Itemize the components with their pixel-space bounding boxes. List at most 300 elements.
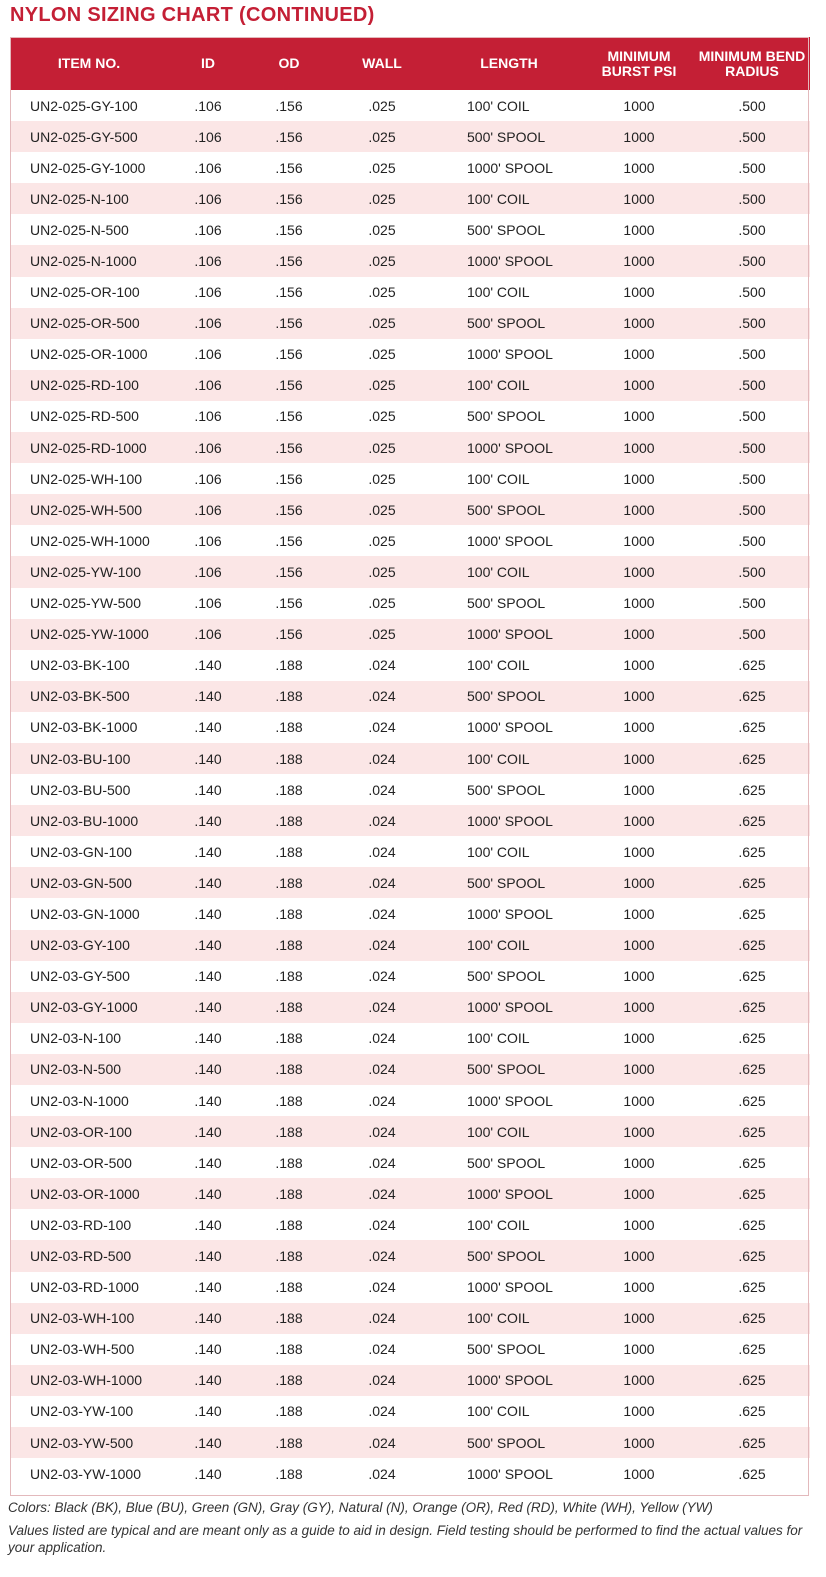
id-cell: .106 bbox=[168, 90, 248, 121]
length-cell: 1000' SPOOL bbox=[434, 619, 584, 650]
wall-cell: .025 bbox=[330, 370, 434, 401]
item-no-cell: UN2-03-GN-100 bbox=[10, 836, 168, 867]
bend-radius-cell: .625 bbox=[694, 867, 810, 898]
id-cell: .106 bbox=[168, 370, 248, 401]
table-row bbox=[10, 370, 810, 401]
burst-psi-cell: 1000 bbox=[584, 1427, 694, 1458]
wall-cell: .025 bbox=[330, 619, 434, 650]
burst-psi-cell: 1000 bbox=[584, 588, 694, 619]
wall-cell: .024 bbox=[330, 774, 434, 805]
od-cell: .188 bbox=[248, 836, 330, 867]
od-cell: .156 bbox=[248, 463, 330, 494]
id-cell: .140 bbox=[168, 681, 248, 712]
header-min-bend-radius: MINIMUM BEND RADIUS bbox=[694, 37, 810, 90]
od-cell: .188 bbox=[248, 774, 330, 805]
bend-radius-cell: .625 bbox=[694, 1458, 810, 1489]
id-cell: .106 bbox=[168, 588, 248, 619]
bend-radius-cell: .625 bbox=[694, 1116, 810, 1147]
od-cell: .188 bbox=[248, 805, 330, 836]
wall-cell: .024 bbox=[330, 1178, 434, 1209]
id-cell: .140 bbox=[168, 867, 248, 898]
wall-cell: .025 bbox=[330, 401, 434, 432]
wall-cell: .024 bbox=[330, 1054, 434, 1085]
id-cell: .140 bbox=[168, 1334, 248, 1365]
od-cell: .156 bbox=[248, 494, 330, 525]
bend-radius-cell: .500 bbox=[694, 588, 810, 619]
burst-psi-cell: 1000 bbox=[584, 1116, 694, 1147]
table-row bbox=[10, 1396, 810, 1427]
table-row bbox=[10, 1023, 810, 1054]
length-cell: 100' COIL bbox=[434, 1023, 584, 1054]
table-body bbox=[10, 90, 810, 1489]
item-no-cell: UN2-03-N-500 bbox=[10, 1054, 168, 1085]
od-cell: .188 bbox=[248, 712, 330, 743]
table-header-row bbox=[10, 37, 810, 90]
id-cell: .140 bbox=[168, 1365, 248, 1396]
item-no-cell: UN2-03-BU-1000 bbox=[10, 805, 168, 836]
id-cell: .140 bbox=[168, 992, 248, 1023]
od-cell: .188 bbox=[248, 930, 330, 961]
item-no-cell: UN2-025-RD-100 bbox=[10, 370, 168, 401]
burst-psi-cell: 1000 bbox=[584, 1054, 694, 1085]
id-cell: .140 bbox=[168, 836, 248, 867]
wall-cell: .025 bbox=[330, 494, 434, 525]
length-cell: 1000' SPOOL bbox=[434, 992, 584, 1023]
burst-psi-cell: 1000 bbox=[584, 525, 694, 556]
table-row bbox=[10, 992, 810, 1023]
bend-radius-cell: .625 bbox=[694, 1178, 810, 1209]
table-row bbox=[10, 214, 810, 245]
length-cell: 1000' SPOOL bbox=[434, 1458, 584, 1489]
item-no-cell: UN2-03-RD-500 bbox=[10, 1240, 168, 1271]
length-cell: 500' SPOOL bbox=[434, 1147, 584, 1178]
id-cell: .106 bbox=[168, 463, 248, 494]
table-row bbox=[10, 619, 810, 650]
wall-cell: .024 bbox=[330, 1458, 434, 1489]
od-cell: .156 bbox=[248, 525, 330, 556]
table-row bbox=[10, 432, 810, 463]
table-row bbox=[10, 712, 810, 743]
wall-cell: .024 bbox=[330, 898, 434, 929]
od-cell: .188 bbox=[248, 1427, 330, 1458]
bend-radius-cell: .500 bbox=[694, 463, 810, 494]
od-cell: .188 bbox=[248, 650, 330, 681]
wall-cell: .024 bbox=[330, 867, 434, 898]
id-cell: .106 bbox=[168, 308, 248, 339]
length-cell: 100' COIL bbox=[434, 1209, 584, 1240]
od-cell: .156 bbox=[248, 90, 330, 121]
table-row bbox=[10, 121, 810, 152]
burst-psi-cell: 1000 bbox=[584, 619, 694, 650]
bend-radius-cell: .625 bbox=[694, 1147, 810, 1178]
id-cell: .106 bbox=[168, 619, 248, 650]
id-cell: .140 bbox=[168, 1240, 248, 1271]
table-row bbox=[10, 401, 810, 432]
bend-radius-cell: .625 bbox=[694, 1085, 810, 1116]
burst-psi-cell: 1000 bbox=[584, 961, 694, 992]
item-no-cell: UN2-03-YW-100 bbox=[10, 1396, 168, 1427]
burst-psi-cell: 1000 bbox=[584, 867, 694, 898]
table-row bbox=[10, 494, 810, 525]
wall-cell: .025 bbox=[330, 245, 434, 276]
od-cell: .188 bbox=[248, 743, 330, 774]
burst-psi-cell: 1000 bbox=[584, 370, 694, 401]
length-cell: 100' COIL bbox=[434, 1116, 584, 1147]
id-cell: .106 bbox=[168, 183, 248, 214]
length-cell: 500' SPOOL bbox=[434, 1240, 584, 1271]
wall-cell: .024 bbox=[330, 992, 434, 1023]
wall-cell: .025 bbox=[330, 90, 434, 121]
id-cell: .140 bbox=[168, 1427, 248, 1458]
bend-radius-cell: .625 bbox=[694, 1303, 810, 1334]
length-cell: 500' SPOOL bbox=[434, 121, 584, 152]
length-cell: 100' COIL bbox=[434, 556, 584, 587]
item-no-cell: UN2-025-WH-100 bbox=[10, 463, 168, 494]
id-cell: .140 bbox=[168, 1085, 248, 1116]
id-cell: .106 bbox=[168, 556, 248, 587]
od-cell: .188 bbox=[248, 1365, 330, 1396]
item-no-cell: UN2-03-WH-500 bbox=[10, 1334, 168, 1365]
length-cell: 500' SPOOL bbox=[434, 214, 584, 245]
header-id: ID bbox=[168, 37, 248, 90]
length-cell: 1000' SPOOL bbox=[434, 525, 584, 556]
burst-psi-cell: 1000 bbox=[584, 1178, 694, 1209]
burst-psi-cell: 1000 bbox=[584, 774, 694, 805]
item-no-cell: UN2-03-RD-1000 bbox=[10, 1272, 168, 1303]
bend-radius-cell: .625 bbox=[694, 1023, 810, 1054]
table-row bbox=[10, 525, 810, 556]
id-cell: .140 bbox=[168, 774, 248, 805]
od-cell: .156 bbox=[248, 277, 330, 308]
wall-cell: .025 bbox=[330, 432, 434, 463]
item-no-cell: UN2-025-WH-1000 bbox=[10, 525, 168, 556]
bend-radius-cell: .500 bbox=[694, 525, 810, 556]
table-row bbox=[10, 681, 810, 712]
length-cell: 1000' SPOOL bbox=[434, 1085, 584, 1116]
burst-psi-cell: 1000 bbox=[584, 1209, 694, 1240]
table-row bbox=[10, 1178, 810, 1209]
wall-cell: .024 bbox=[330, 681, 434, 712]
id-cell: .106 bbox=[168, 432, 248, 463]
item-no-cell: UN2-03-BU-500 bbox=[10, 774, 168, 805]
table-row bbox=[10, 556, 810, 587]
wall-cell: .024 bbox=[330, 836, 434, 867]
od-cell: .188 bbox=[248, 1178, 330, 1209]
od-cell: .156 bbox=[248, 214, 330, 245]
od-cell: .156 bbox=[248, 152, 330, 183]
item-no-cell: UN2-03-GN-500 bbox=[10, 867, 168, 898]
wall-cell: .024 bbox=[330, 1023, 434, 1054]
bend-radius-cell: .625 bbox=[694, 1365, 810, 1396]
burst-psi-cell: 1000 bbox=[584, 743, 694, 774]
burst-psi-cell: 1000 bbox=[584, 401, 694, 432]
id-cell: .106 bbox=[168, 277, 248, 308]
burst-psi-cell: 1000 bbox=[584, 245, 694, 276]
item-no-cell: UN2-025-YW-1000 bbox=[10, 619, 168, 650]
bend-radius-cell: .625 bbox=[694, 1334, 810, 1365]
table-row bbox=[10, 1334, 810, 1365]
table-row bbox=[10, 1209, 810, 1240]
bend-radius-cell: .625 bbox=[694, 774, 810, 805]
burst-psi-cell: 1000 bbox=[584, 930, 694, 961]
table-row bbox=[10, 588, 810, 619]
length-cell: 500' SPOOL bbox=[434, 1334, 584, 1365]
footnotes bbox=[8, 1499, 808, 1556]
length-cell: 500' SPOOL bbox=[434, 961, 584, 992]
id-cell: .140 bbox=[168, 650, 248, 681]
burst-psi-cell: 1000 bbox=[584, 277, 694, 308]
burst-psi-cell: 1000 bbox=[584, 1458, 694, 1489]
table-row bbox=[10, 277, 810, 308]
burst-psi-cell: 1000 bbox=[584, 90, 694, 121]
length-cell: 1000' SPOOL bbox=[434, 432, 584, 463]
od-cell: .188 bbox=[248, 992, 330, 1023]
burst-psi-cell: 1000 bbox=[584, 805, 694, 836]
length-cell: 1000' SPOOL bbox=[434, 152, 584, 183]
od-cell: .156 bbox=[248, 183, 330, 214]
wall-cell: .025 bbox=[330, 152, 434, 183]
burst-psi-cell: 1000 bbox=[584, 1303, 694, 1334]
item-no-cell: UN2-03-BK-500 bbox=[10, 681, 168, 712]
wall-cell: .024 bbox=[330, 1272, 434, 1303]
burst-psi-cell: 1000 bbox=[584, 1334, 694, 1365]
od-cell: .156 bbox=[248, 556, 330, 587]
item-no-cell: UN2-025-N-500 bbox=[10, 214, 168, 245]
item-no-cell: UN2-03-N-100 bbox=[10, 1023, 168, 1054]
item-no-cell: UN2-025-OR-1000 bbox=[10, 339, 168, 370]
bend-radius-cell: .625 bbox=[694, 961, 810, 992]
id-cell: .140 bbox=[168, 1116, 248, 1147]
bend-radius-cell: .625 bbox=[694, 1427, 810, 1458]
id-cell: .140 bbox=[168, 898, 248, 929]
bend-radius-cell: .625 bbox=[694, 743, 810, 774]
wall-cell: .025 bbox=[330, 339, 434, 370]
od-cell: .188 bbox=[248, 1209, 330, 1240]
id-cell: .140 bbox=[168, 1303, 248, 1334]
burst-psi-cell: 1000 bbox=[584, 121, 694, 152]
page-title: NYLON SIZING CHART (CONTINUED) bbox=[10, 4, 375, 26]
wall-cell: .025 bbox=[330, 525, 434, 556]
burst-psi-cell: 1000 bbox=[584, 681, 694, 712]
od-cell: .156 bbox=[248, 121, 330, 152]
item-no-cell: UN2-03-OR-500 bbox=[10, 1147, 168, 1178]
item-no-cell: UN2-03-YW-500 bbox=[10, 1427, 168, 1458]
item-no-cell: UN2-03-RD-100 bbox=[10, 1209, 168, 1240]
item-no-cell: UN2-03-GN-1000 bbox=[10, 898, 168, 929]
burst-psi-cell: 1000 bbox=[584, 183, 694, 214]
item-no-cell: UN2-03-WH-100 bbox=[10, 1303, 168, 1334]
table-row bbox=[10, 743, 810, 774]
header-min-burst-psi: MINIMUM BURST PSI bbox=[584, 37, 694, 90]
length-cell: 100' COIL bbox=[434, 463, 584, 494]
burst-psi-cell: 1000 bbox=[584, 1365, 694, 1396]
wall-cell: .024 bbox=[330, 1085, 434, 1116]
length-cell: 500' SPOOL bbox=[434, 1427, 584, 1458]
od-cell: .188 bbox=[248, 1240, 330, 1271]
wall-cell: .024 bbox=[330, 1240, 434, 1271]
burst-psi-cell: 1000 bbox=[584, 992, 694, 1023]
wall-cell: .024 bbox=[330, 961, 434, 992]
item-no-cell: UN2-03-YW-1000 bbox=[10, 1458, 168, 1489]
bend-radius-cell: .500 bbox=[694, 494, 810, 525]
item-no-cell: UN2-025-OR-100 bbox=[10, 277, 168, 308]
burst-psi-cell: 1000 bbox=[584, 463, 694, 494]
bend-radius-cell: .625 bbox=[694, 930, 810, 961]
length-cell: 500' SPOOL bbox=[434, 774, 584, 805]
od-cell: .156 bbox=[248, 370, 330, 401]
bend-radius-cell: .500 bbox=[694, 277, 810, 308]
wall-cell: .025 bbox=[330, 588, 434, 619]
length-cell: 1000' SPOOL bbox=[434, 1178, 584, 1209]
table-row bbox=[10, 1272, 810, 1303]
burst-psi-cell: 1000 bbox=[584, 1272, 694, 1303]
id-cell: .140 bbox=[168, 930, 248, 961]
table-row bbox=[10, 930, 810, 961]
id-cell: .106 bbox=[168, 152, 248, 183]
length-cell: 100' COIL bbox=[434, 370, 584, 401]
item-no-cell: UN2-03-OR-100 bbox=[10, 1116, 168, 1147]
table-row bbox=[10, 90, 810, 121]
burst-psi-cell: 1000 bbox=[584, 836, 694, 867]
burst-psi-cell: 1000 bbox=[584, 1240, 694, 1271]
wall-cell: .024 bbox=[330, 712, 434, 743]
bend-radius-cell: .625 bbox=[694, 992, 810, 1023]
length-cell: 100' COIL bbox=[434, 743, 584, 774]
wall-cell: .025 bbox=[330, 463, 434, 494]
wall-cell: .025 bbox=[330, 183, 434, 214]
header-wall: WALL bbox=[330, 37, 434, 90]
item-no-cell: UN2-03-GY-100 bbox=[10, 930, 168, 961]
length-cell: 100' COIL bbox=[434, 650, 584, 681]
item-no-cell: UN2-03-WH-1000 bbox=[10, 1365, 168, 1396]
bend-radius-cell: .500 bbox=[694, 152, 810, 183]
length-cell: 1000' SPOOL bbox=[434, 339, 584, 370]
od-cell: .156 bbox=[248, 308, 330, 339]
bend-radius-cell: .500 bbox=[694, 556, 810, 587]
id-cell: .140 bbox=[168, 1209, 248, 1240]
burst-psi-cell: 1000 bbox=[584, 1147, 694, 1178]
length-cell: 500' SPOOL bbox=[434, 681, 584, 712]
bend-radius-cell: .625 bbox=[694, 1396, 810, 1427]
od-cell: .156 bbox=[248, 339, 330, 370]
disclaimer-note: Values listed are typical and are meant only as a guide to aid in design. Field testing should be performed to find the actual values for your application. bbox=[8, 1523, 803, 1555]
od-cell: .188 bbox=[248, 1085, 330, 1116]
od-cell: .188 bbox=[248, 1054, 330, 1085]
burst-psi-cell: 1000 bbox=[584, 494, 694, 525]
length-cell: 500' SPOOL bbox=[434, 1054, 584, 1085]
length-cell: 500' SPOOL bbox=[434, 401, 584, 432]
od-cell: .188 bbox=[248, 1116, 330, 1147]
item-no-cell: UN2-025-OR-500 bbox=[10, 308, 168, 339]
length-cell: 1000' SPOOL bbox=[434, 805, 584, 836]
burst-psi-cell: 1000 bbox=[584, 1085, 694, 1116]
burst-psi-cell: 1000 bbox=[584, 898, 694, 929]
bend-radius-cell: .500 bbox=[694, 183, 810, 214]
od-cell: .156 bbox=[248, 619, 330, 650]
bend-radius-cell: .500 bbox=[694, 339, 810, 370]
table-row bbox=[10, 1303, 810, 1334]
table-row bbox=[10, 1427, 810, 1458]
length-cell: 1000' SPOOL bbox=[434, 245, 584, 276]
length-cell: 1000' SPOOL bbox=[434, 712, 584, 743]
bend-radius-cell: .625 bbox=[694, 805, 810, 836]
bend-radius-cell: .625 bbox=[694, 712, 810, 743]
burst-psi-cell: 1000 bbox=[584, 1396, 694, 1427]
od-cell: .188 bbox=[248, 1272, 330, 1303]
item-no-cell: UN2-025-RD-500 bbox=[10, 401, 168, 432]
od-cell: .156 bbox=[248, 245, 330, 276]
table-row bbox=[10, 245, 810, 276]
bend-radius-cell: .500 bbox=[694, 432, 810, 463]
burst-psi-cell: 1000 bbox=[584, 214, 694, 245]
od-cell: .188 bbox=[248, 1303, 330, 1334]
header-length: LENGTH bbox=[434, 37, 584, 90]
od-cell: .188 bbox=[248, 681, 330, 712]
id-cell: .106 bbox=[168, 339, 248, 370]
item-no-cell: UN2-03-BK-1000 bbox=[10, 712, 168, 743]
item-no-cell: UN2-03-GY-500 bbox=[10, 961, 168, 992]
length-cell: 1000' SPOOL bbox=[434, 898, 584, 929]
wall-cell: .024 bbox=[330, 650, 434, 681]
id-cell: .140 bbox=[168, 961, 248, 992]
header-od: OD bbox=[248, 37, 330, 90]
id-cell: .140 bbox=[168, 1272, 248, 1303]
bend-radius-cell: .625 bbox=[694, 898, 810, 929]
length-cell: 500' SPOOL bbox=[434, 867, 584, 898]
wall-cell: .024 bbox=[330, 805, 434, 836]
burst-psi-cell: 1000 bbox=[584, 556, 694, 587]
burst-psi-cell: 1000 bbox=[584, 152, 694, 183]
table-row bbox=[10, 836, 810, 867]
table-row bbox=[10, 898, 810, 929]
od-cell: .156 bbox=[248, 432, 330, 463]
id-cell: .140 bbox=[168, 712, 248, 743]
table-row bbox=[10, 308, 810, 339]
wall-cell: .024 bbox=[330, 1334, 434, 1365]
table-row bbox=[10, 805, 810, 836]
bend-radius-cell: .625 bbox=[694, 1272, 810, 1303]
length-cell: 100' COIL bbox=[434, 1396, 584, 1427]
item-no-cell: UN2-025-RD-1000 bbox=[10, 432, 168, 463]
table-row bbox=[10, 1365, 810, 1396]
table-row bbox=[10, 1054, 810, 1085]
table-row bbox=[10, 339, 810, 370]
od-cell: .156 bbox=[248, 401, 330, 432]
od-cell: .188 bbox=[248, 898, 330, 929]
wall-cell: .024 bbox=[330, 1365, 434, 1396]
item-no-cell: UN2-025-YW-500 bbox=[10, 588, 168, 619]
id-cell: .140 bbox=[168, 1178, 248, 1209]
item-no-cell: UN2-025-GY-500 bbox=[10, 121, 168, 152]
wall-cell: .024 bbox=[330, 1396, 434, 1427]
bend-radius-cell: .625 bbox=[694, 681, 810, 712]
length-cell: 500' SPOOL bbox=[434, 308, 584, 339]
id-cell: .140 bbox=[168, 1458, 248, 1489]
wall-cell: .024 bbox=[330, 1209, 434, 1240]
bend-radius-cell: .625 bbox=[694, 650, 810, 681]
wall-cell: .025 bbox=[330, 308, 434, 339]
item-no-cell: UN2-03-GY-1000 bbox=[10, 992, 168, 1023]
length-cell: 100' COIL bbox=[434, 1303, 584, 1334]
burst-psi-cell: 1000 bbox=[584, 432, 694, 463]
table-row bbox=[10, 867, 810, 898]
od-cell: .188 bbox=[248, 1396, 330, 1427]
id-cell: .140 bbox=[168, 805, 248, 836]
item-no-cell: UN2-025-GY-1000 bbox=[10, 152, 168, 183]
wall-cell: .024 bbox=[330, 1427, 434, 1458]
wall-cell: .025 bbox=[330, 277, 434, 308]
table-row bbox=[10, 1458, 810, 1489]
